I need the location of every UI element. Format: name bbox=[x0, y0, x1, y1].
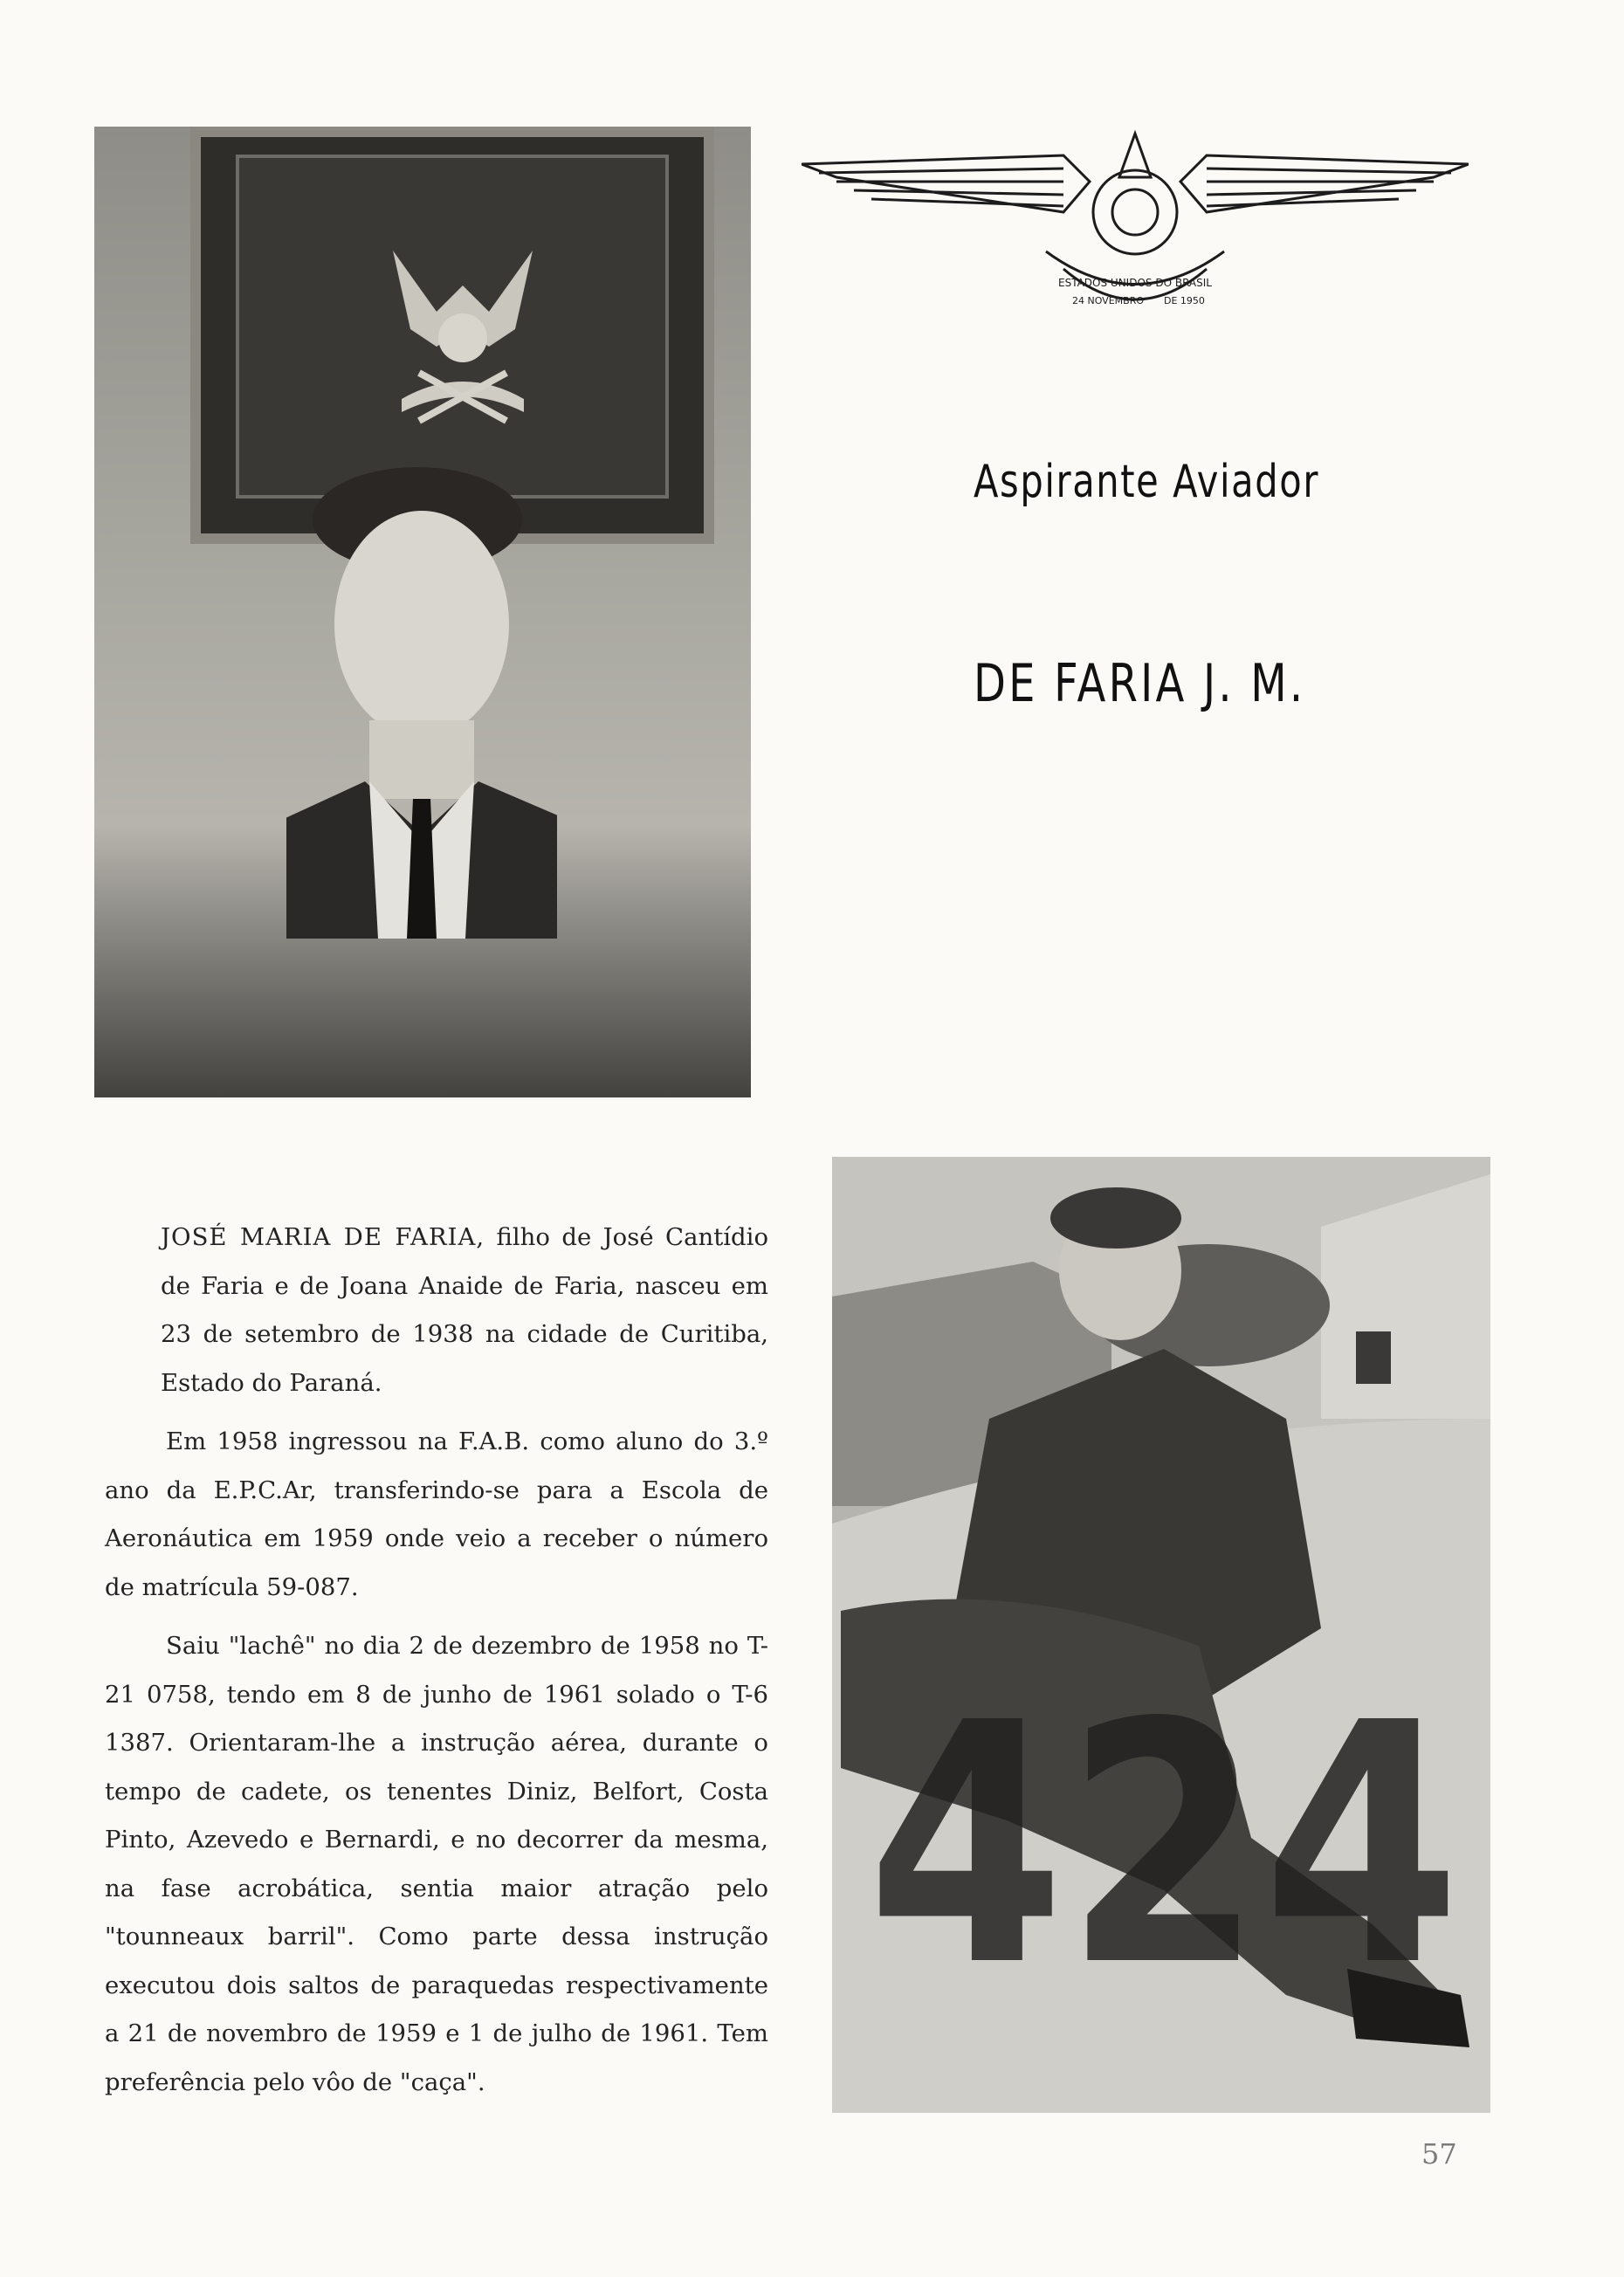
cadet-name-heading: DE FARIA J. M. bbox=[974, 653, 1306, 714]
cadet-on-aircraft-scene bbox=[832, 1157, 1490, 2113]
bio-paragraph-3: Saiu "lachê" no dia 2 de dezembro de 1958 no T-21 0758, tendo em 8 de junho de 1961 solado o T-6 1387. Orientaram-lhe a instrução aérea, durante o tempo de cadete, os tenentes Diniz, Belfort, Costa Pinto, Azevedo e Bernardi, e no decorrer da mesma, na fase acrobática, sentia maior atração pelo "tounneaux barril". Como parte dessa instrução executou dois saltos de paraquedas respectivamente a 21 de novembro de 1959 e 1 de julho de 1961. Tem preferência pelo vôo de "caça". bbox=[105, 1632, 768, 2096]
portrait-photo bbox=[94, 127, 751, 1097]
eagle-crest-icon bbox=[367, 233, 559, 434]
bio-paragraph-2: Em 1958 ingressou na F.A.B. como aluno do 3.º ano da E.P.C.Ar, transferindo-se para a Escola de Aeronáutica em 1959 onde veio a receber o número de matrícula 59-087. bbox=[105, 1427, 768, 1601]
insignia-ring-text-left: 24 NOVEMBRO bbox=[1072, 295, 1145, 306]
page-number: 57 bbox=[1421, 2137, 1457, 2170]
cadet-figure bbox=[286, 467, 557, 939]
bio-paragraph-1 bbox=[105, 1214, 768, 1407]
insignia-ring-text-right: DE 1950 bbox=[1164, 295, 1205, 306]
aircraft-number: 424 bbox=[867, 1652, 1461, 2039]
pilot-wings-insignia bbox=[802, 129, 1469, 330]
action-photo bbox=[832, 1157, 1490, 2113]
biography bbox=[105, 1214, 768, 2117]
bio-paragraph-1-text: filho de José Cantídio de Faria e de Joana Anaide de Faria, nasceu em 23 de setembro de 1938 na cidade de Curitiba, Estado do Paraná. bbox=[161, 1223, 769, 1397]
insignia-ring-text: ESTADOS UNIDOS DO BRASIL bbox=[1058, 277, 1212, 289]
rank-title: Aspirante Aviador bbox=[974, 456, 1320, 508]
bio-full-name: JOSÉ MARIA DE FARIA, bbox=[161, 1223, 485, 1251]
